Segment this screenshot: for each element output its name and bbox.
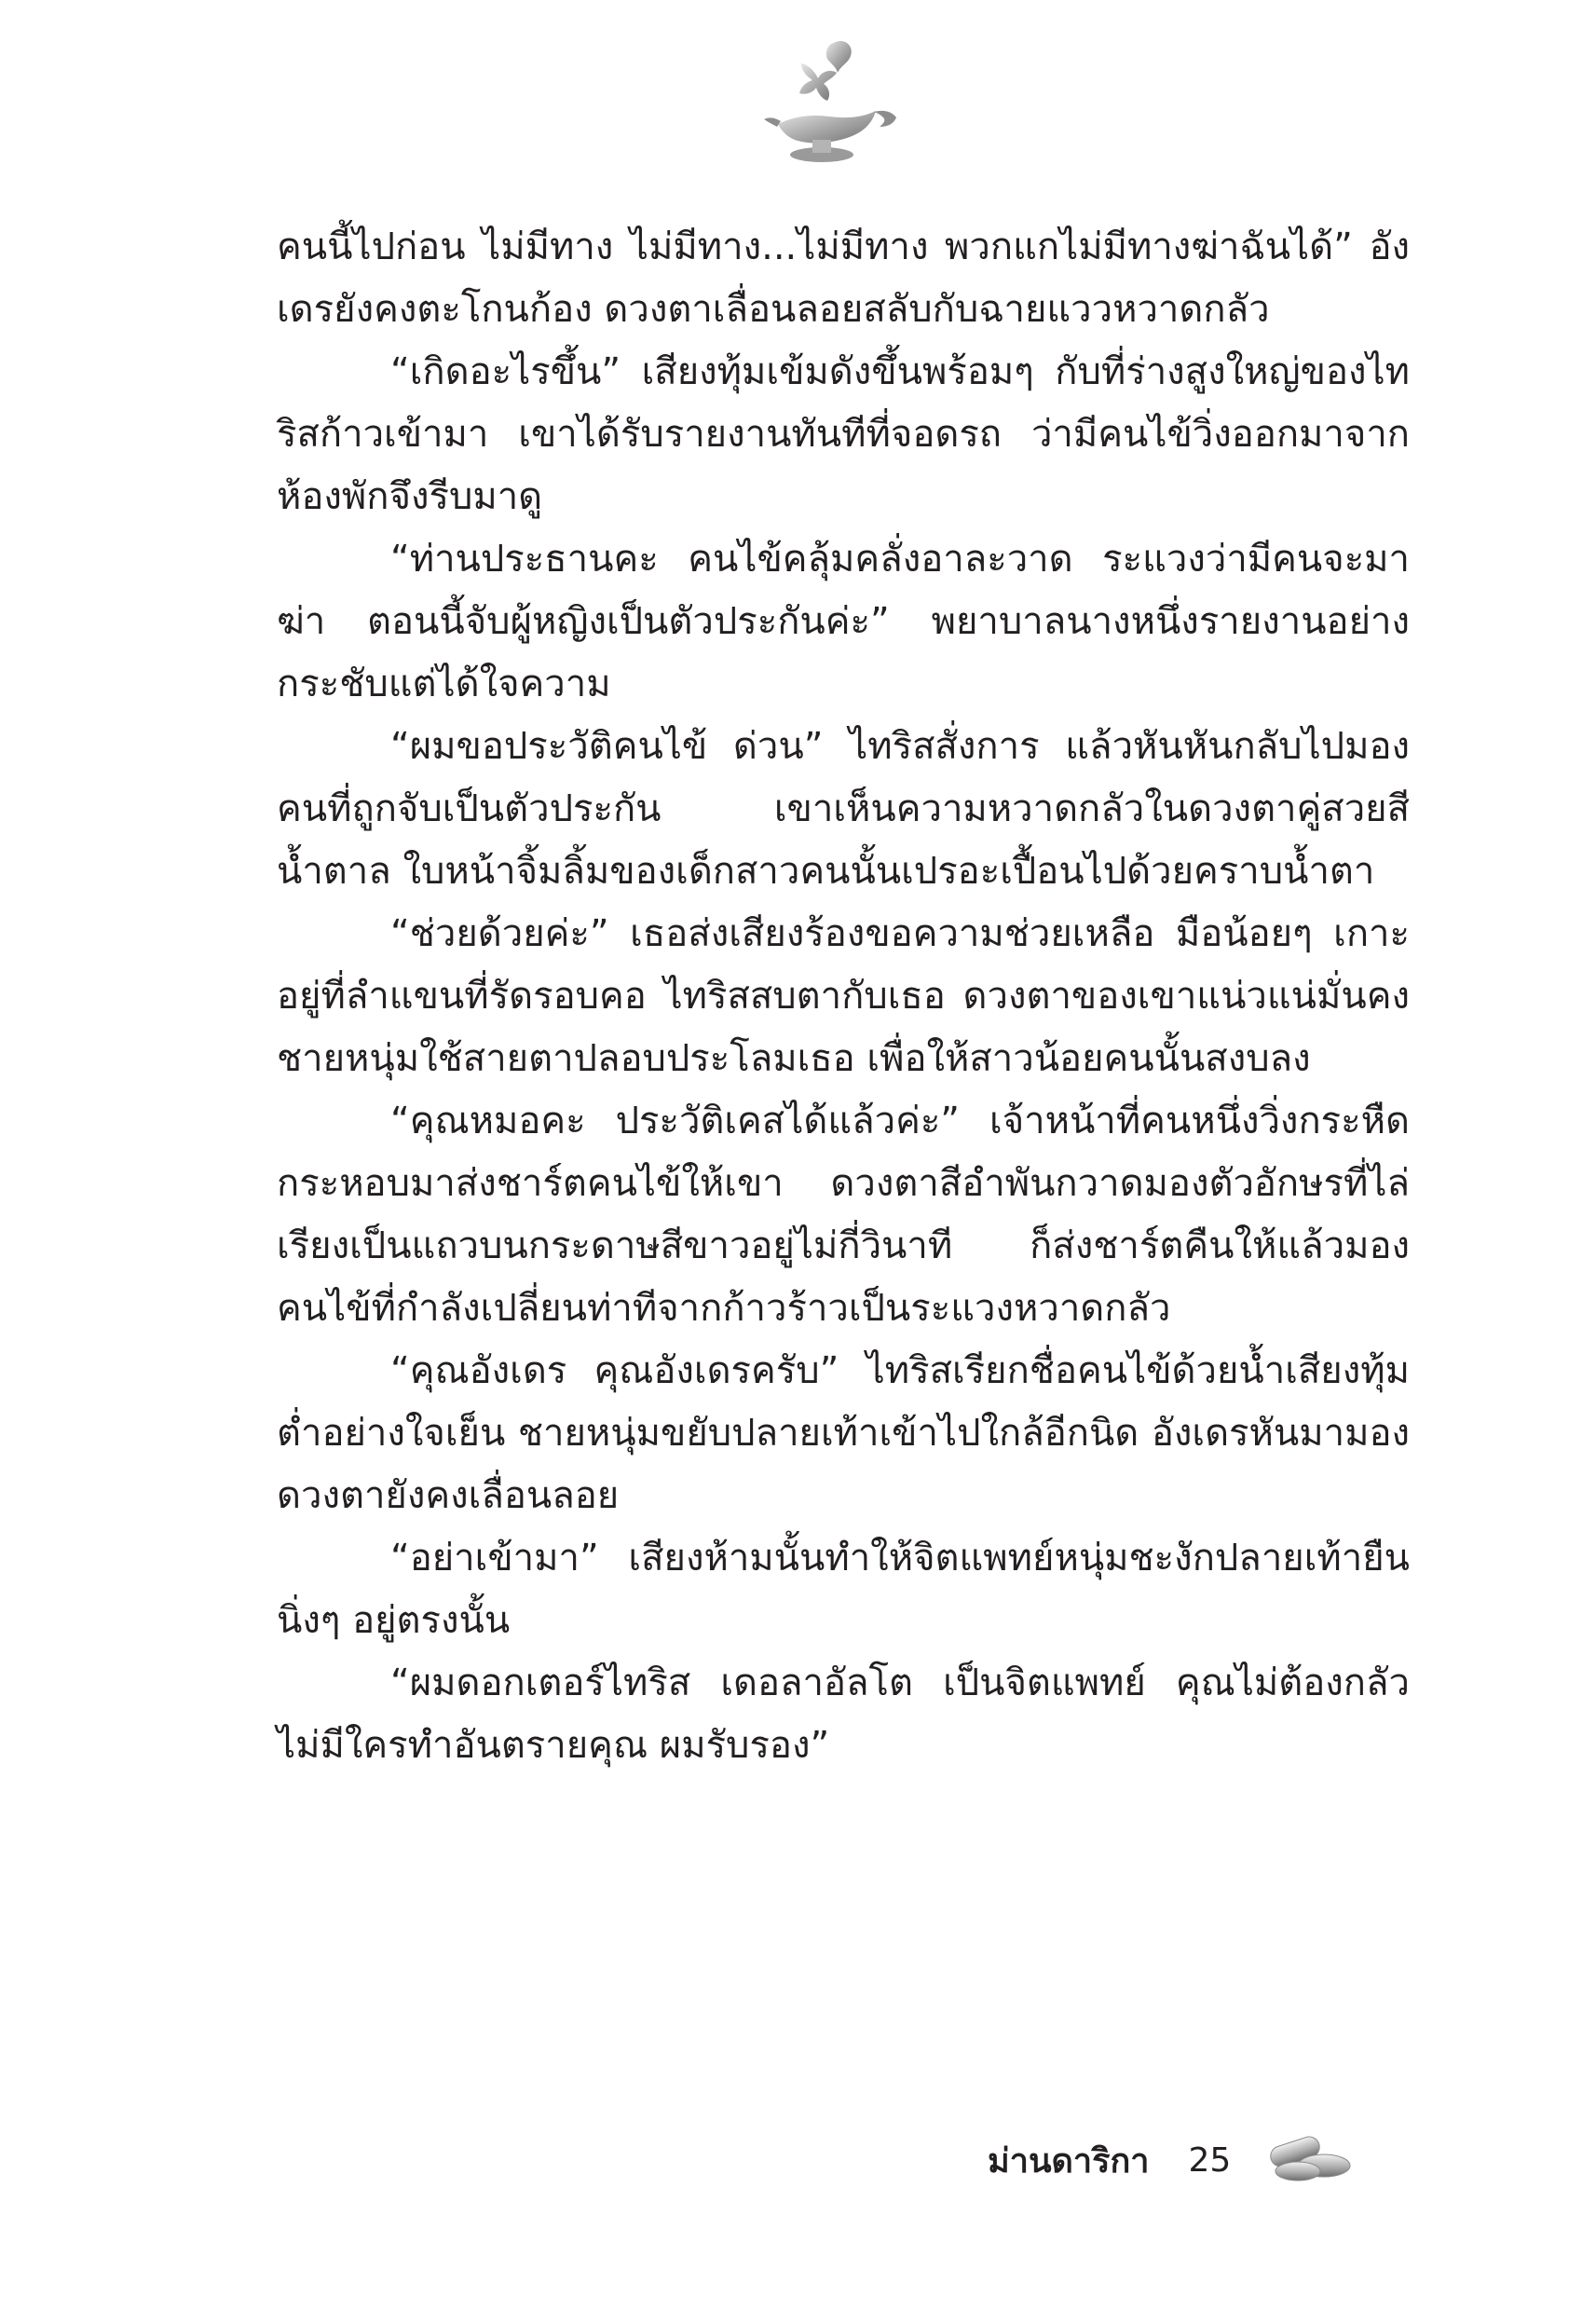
paragraph: “ผมขอประวัติคนไข้ ด่วน” ไทริสสั่งการ แล้วหันหันกลับไปมองคนที่ถูกจับเป็นตัวประกัน เขาเห็นความหวาดกลัวในดวงตาคู่สวยสีน้ำตาล ใบหน้าจิ้มลิ้มของเด็กสาวคนนั้นเปรอะเปื้อนไปด้วยคราบน้ำตา — [277, 725, 1410, 893]
paragraph: “เกิดอะไรขึ้น” เสียงทุ้มเข้มดังขึ้นพร้อมๆ กับที่ร่างสูงใหญ่ของไทริสก้าวเข้ามา เขาได้รับรายงานทันทีที่จอดรถ ว่ามีคนไข้วิ่งออกมาจากห้องพักจึงรีบมาดู — [277, 350, 1410, 518]
story-text — [277, 216, 1410, 1777]
page-number: 25 — [1188, 2140, 1232, 2180]
book-title: ม่านดาริกา — [988, 2141, 1150, 2181]
paragraph: “ช่วยด้วยค่ะ” เธอส่งเสียงร้องขอความช่วยเหลือ มือน้อยๆ เกาะอยู่ที่ลำแขนที่รัดรอบคอ ไทริสสบตากับเธอ ดวงตาของเขาแน่วแน่มั่นคง ชายหนุ่มใช้สายตาปลอบประโลมเธอ เพื่อให้สาวน้อยคนนั้นสงบลง — [277, 912, 1410, 1080]
lamp-and-cupid-icon — [745, 35, 913, 175]
pills-icon — [1262, 2132, 1356, 2188]
paragraph: คนนี้ไปก่อน ไม่มีทาง ไม่มีทาง...ไม่มีทาง พวกแกไม่มีทางฆ่าฉันได้” อังเดรยังคงตะโกนก้อง ดวงตาเลื่อนลอยสลับกับฉายแววหวาดกลัว — [277, 226, 1410, 331]
paragraph: “ผมดอกเตอร์ไทริส เดอลาอัลโต เป็นจิตแพทย์ คุณไม่ต้องกลัวไม่มีใครทำอันตรายคุณ ผมรับรอง” — [277, 1661, 1410, 1767]
paragraph: “คุณอังเดร คุณอังเดรครับ” ไทริสเรียกชื่อคนไข้ด้วยน้ำเสียงทุ้มต่ำอย่างใจเย็น ชายหนุ่มขยับปลายเท้าเข้าไปใกล้อีกนิด อังเดรหันมามอง ดวงตายังคงเลื่อนลอย — [277, 1349, 1410, 1517]
paragraph: “ท่านประธานคะ คนไข้คลุ้มคลั่งอาละวาด ระแวงว่ามีคนจะมาฆ่า ตอนนี้จับผู้หญิงเป็นตัวประกันค่ะ” พยาบาลนางหนึ่งรายงานอย่างกระชับแต่ได้ใจความ — [277, 538, 1410, 705]
paragraph: “คุณหมอคะ ประวัติเคสได้แล้วค่ะ” เจ้าหน้าที่คนหนึ่งวิ่งกระหืดกระหอบมาส่งชาร์ตคนไข้ให้เขา ดวงตาสีอำพันกวาดมองตัวอักษรที่ไล่เรียงเป็นแถวบนกระดาษสีขาวอยู่ไม่กี่วินาที ก็ส่งชาร์ตคืนให้แล้วมองคนไข้ที่กำลังเปลี่ยนท่าทีจากก้าวร้าวเป็นระแวงหวาดกลัว — [277, 1100, 1410, 1330]
page-footer — [988, 2132, 1356, 2188]
paragraph: “อย่าเข้ามา” เสียงห้ามนั้นทำให้จิตแพทย์หนุ่มชะงักปลายเท้ายืนนิ่งๆ อยู่ตรงนั้น — [277, 1537, 1410, 1642]
